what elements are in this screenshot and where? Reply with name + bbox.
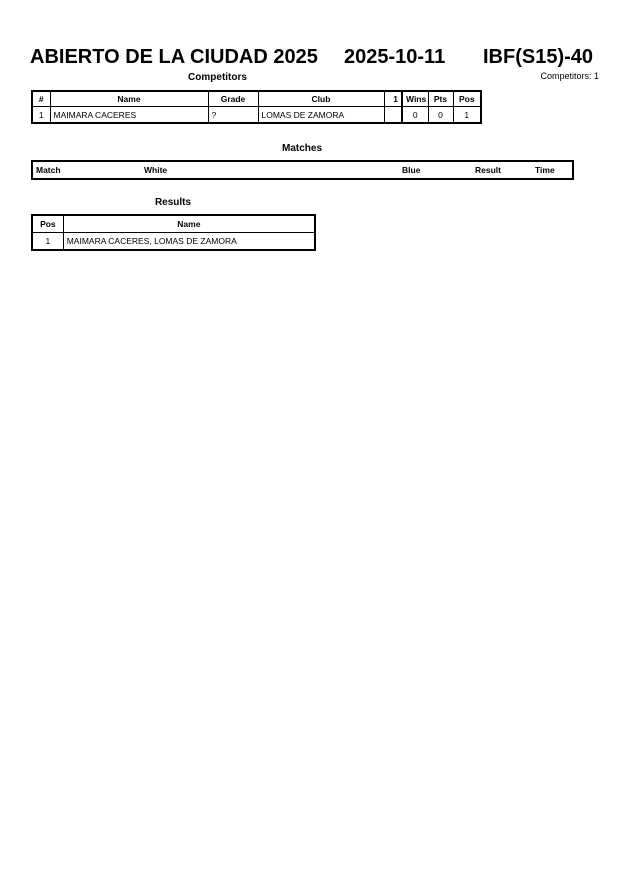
competitor-grade: ? [208,107,258,124]
competitor-number: 1 [32,107,50,124]
result-pos: 1 [32,233,63,251]
col-time: Time [528,161,573,179]
col-blue: Blue [332,161,472,179]
col-round-1: 1 [384,91,402,107]
col-result-name: Name [63,215,315,233]
col-wins: Wins [402,91,428,107]
table-row [32,107,481,124]
results-title: Results [154,197,192,208]
col-white: White [92,161,332,179]
matches-header-row [32,161,573,179]
table-row [32,233,315,251]
competitor-pos: 1 [453,107,481,124]
matches-table [31,160,574,180]
col-club: Club [258,91,384,107]
category-title: IBF(S15)-40 [483,46,594,68]
competitor-pts: 0 [428,107,453,124]
competitor-wins: 0 [402,107,428,124]
col-match: Match [32,161,92,179]
competitors-table [31,90,482,124]
col-result: Result [472,161,528,179]
event-date: 2025-10-11 [344,46,446,68]
col-pos: Pos [453,91,481,107]
col-name: Name [50,91,208,107]
col-grade: Grade [208,91,258,107]
col-result-pos: Pos [32,215,63,233]
event-title: ABIERTO DE LA CIUDAD 2025 [30,46,318,68]
results-header-row [32,215,315,233]
competitor-name: MAIMARA CACERES [50,107,208,124]
matches-title: Matches [281,143,322,154]
competitor-club: LOMAS DE ZAMORA [258,107,384,124]
result-name: MAIMARA CACERES, LOMAS DE ZAMORA [63,233,315,251]
competitors-title: Competitors [188,72,247,83]
competitors-count: Competitors: 1 [540,71,599,81]
col-pts: Pts [428,91,453,107]
competitors-header-row [32,91,481,107]
results-table [31,214,316,251]
col-number: # [32,91,50,107]
competitor-round-1 [384,107,402,124]
